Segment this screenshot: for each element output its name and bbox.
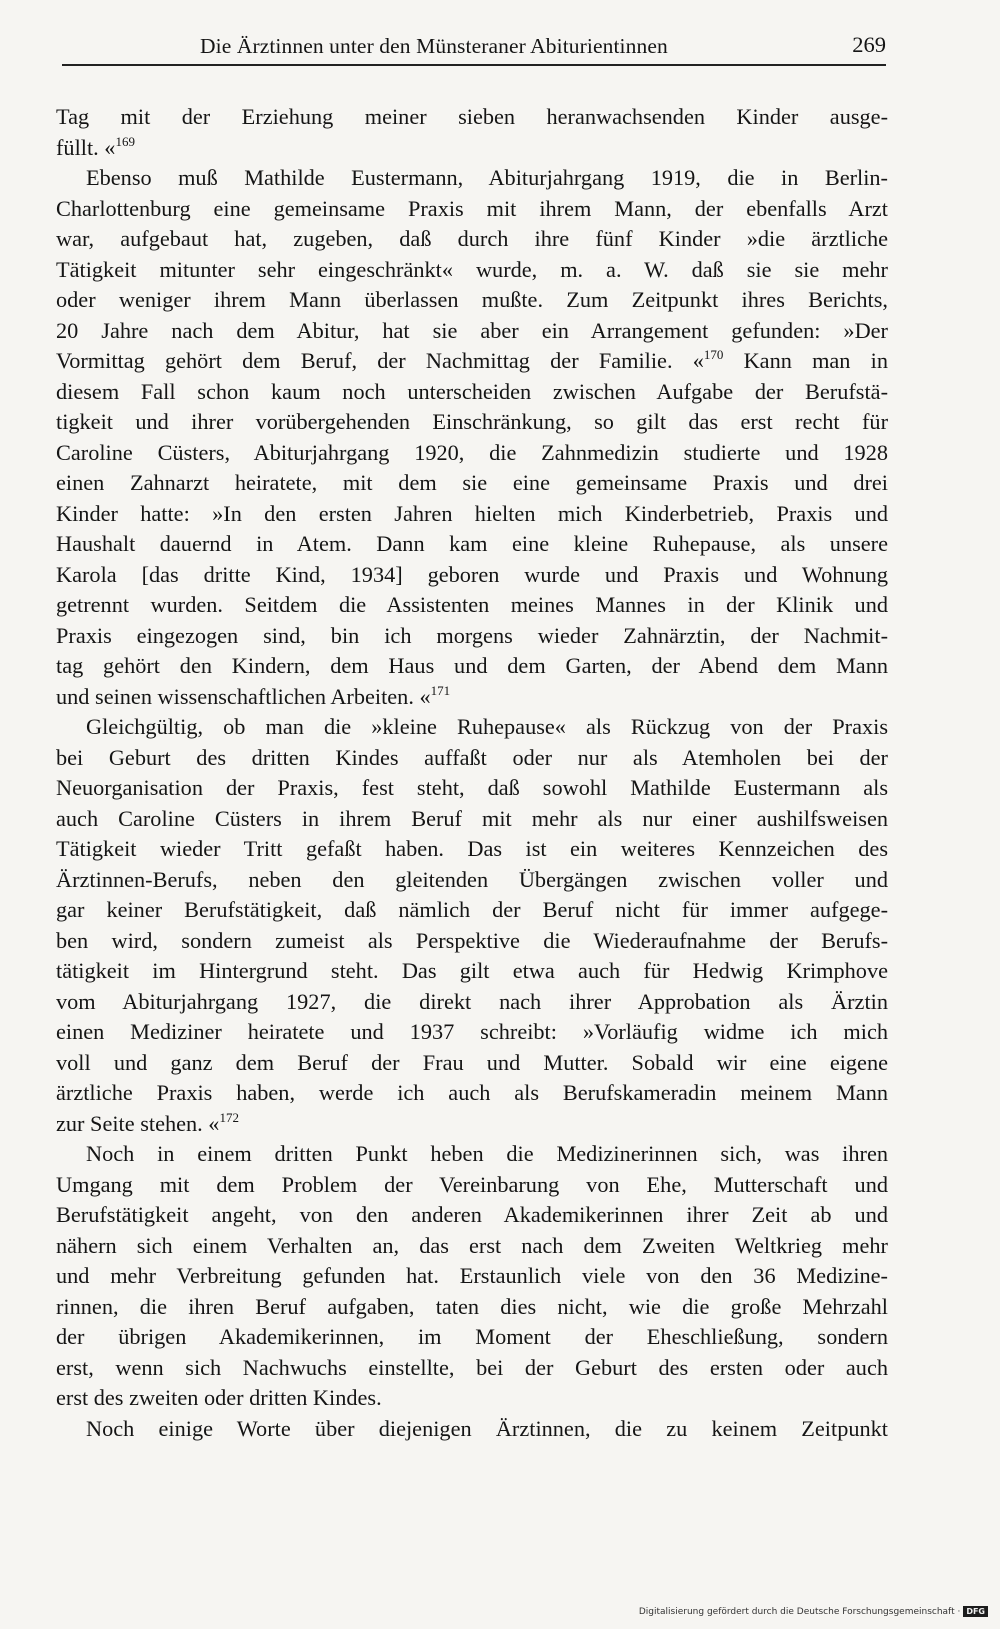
line-text: Kann man in [723, 348, 889, 373]
line-text: Charlottenburg eine gemeinsame Praxis mit ihrem Mann, der ebenfalls Arzt [56, 195, 888, 221]
line-text: vom Abiturjahrgang 1927, die direkt nach ihrer Approbation als Ärztin [56, 988, 888, 1014]
line-text: tigkeit und ihrer vorübergehenden Einschränkung, so gilt das erst recht für [56, 409, 888, 434]
text-line [56, 102, 888, 133]
text-line [56, 1414, 888, 1445]
text-line [56, 468, 888, 499]
line-text: tätigkeit im Hintergrund steht. Das gilt etwa auch für Hedwig Krimphove [56, 958, 888, 983]
line-text: zur Seite stehen. « [56, 1110, 220, 1136]
line-text: der übrigen Akademikerinnen, im Moment der Eheschließung, sondern [56, 1324, 888, 1349]
text-line [56, 224, 888, 255]
text-line [56, 194, 888, 225]
text-line [56, 1322, 888, 1353]
text-line [56, 743, 888, 774]
line-text: erst, wenn sich Nachwuchs einstellte, bei der Geburt des ersten oder auch [56, 1354, 888, 1380]
line-text: oder weniger ihrem Mann überlassen mußte. Zum Zeitpunkt ihres Berichts, [56, 287, 888, 312]
line-text: Tätigkeit wieder Tritt gefaßt haben. Das ist ein weiteres Kennzeichen des [56, 836, 888, 861]
line-text: Praxis eingezogen sind, bin ich morgens wieder Zahnärztin, der Nachmit- [56, 622, 888, 648]
text-line [56, 865, 888, 896]
text-line [56, 1109, 888, 1140]
line-text: war, aufgebaut hat, zugeben, daß durch ihre fünf Kinder »die ärztliche [56, 226, 888, 251]
line-text: Vormittag gehört dem Beruf, der Nachmittag der Familie. « [56, 348, 704, 373]
text-line [56, 621, 888, 652]
line-text: Karola [das dritte Kind, 1934] geboren wurde und Praxis und Wohnung [56, 561, 888, 587]
line-text: rinnen, die ihren Beruf aufgaben, taten dies nicht, wie die große Mehrzahl [56, 1293, 888, 1319]
credit-text: Digitalisierung gefördert durch die Deutsche Forschungsgemeinschaft · [638, 1607, 961, 1617]
text-line [56, 316, 888, 347]
text-line [56, 529, 888, 560]
text-line [56, 1139, 888, 1170]
text-line [56, 1261, 888, 1292]
text-line [56, 895, 888, 926]
line-text: Neuorganisation der Praxis, fest steht, daß sowohl Mathilde Eustermann als [56, 775, 888, 800]
text-line [56, 956, 888, 987]
dfg-logo: DFG [963, 1606, 988, 1617]
text-line [56, 255, 888, 286]
page-header [62, 30, 886, 66]
footnote-marker: 171 [430, 682, 451, 698]
line-text: nähern sich einem Verhalten an, das erst nach dem Zweiten Weltkrieg mehr [56, 1232, 888, 1258]
footnote-marker: 169 [115, 133, 135, 149]
text-line [56, 926, 888, 957]
line-text: Noch einige Worte über diejenigen Ärztinnen, die zu keinem Zeitpunkt [86, 1415, 888, 1441]
line-text: Gleichgültig, ob man die »kleine Ruhepause« als Rückzug von der Praxis [86, 714, 888, 739]
line-text: voll und ganz dem Beruf der Frau und Mutter. Sobald wir eine eigene [56, 1049, 888, 1075]
footnote-marker: 172 [219, 1109, 239, 1125]
line-text: 20 Jahre nach dem Abitur, hat sie aber ein Arrangement gefunden: »Der [56, 317, 888, 343]
line-text: Caroline Cüsters, Abiturjahrgang 1920, die Zahnmedizin studierte und 1928 [56, 439, 888, 465]
text-line [56, 1017, 888, 1048]
text-line [56, 133, 888, 164]
line-text: auch Caroline Cüsters in ihrem Beruf mit mehr als nur einer aushilfsweisen [56, 805, 888, 831]
line-text: Berufstätigkeit angeht, von den anderen Akademikerinnen ihrer Zeit ab und [56, 1202, 888, 1227]
text-line [56, 499, 888, 530]
line-text: Haushalt dauernd in Atem. Dann kam eine kleine Ruhepause, als unsere [56, 531, 888, 556]
text-line [56, 804, 888, 835]
text-line [56, 407, 888, 438]
text-line [56, 1353, 888, 1384]
text-line [56, 834, 888, 865]
line-text: Tätigkeit mitunter sehr eingeschränkt« wurde, m. a. W. daß sie sie mehr [56, 256, 888, 282]
text-line [56, 712, 888, 743]
line-text: Umgang mit dem Problem der Vereinbarung von Ehe, Mutterschaft und [56, 1171, 888, 1197]
text-line [56, 346, 888, 377]
line-text: und seinen wissenschaftlichen Arbeiten. « [56, 683, 431, 709]
line-text: Ärztinnen-Berufs, neben den gleitenden Übergängen zwischen voller und [56, 866, 888, 892]
body-text [56, 102, 888, 1444]
text-line [56, 438, 888, 469]
line-text: einen Zahnarzt heiratete, mit dem sie eine gemeinsame Praxis und drei [56, 470, 888, 495]
text-line [56, 1078, 888, 1109]
running-title: Die Ärztinnen unter den Münsteraner Abiturientinnen [200, 34, 668, 58]
text-line [56, 1292, 888, 1323]
line-text: gar keiner Berufstätigkeit, daß nämlich der Beruf nicht für immer aufgege- [56, 897, 888, 922]
text-line [56, 987, 888, 1018]
line-text: ben wird, sondern zumeist als Perspektive die Wiederaufnahme der Berufs- [56, 927, 888, 953]
line-text: einen Mediziner heiratete und 1937 schreibt: »Vorläufig widme ich mich [56, 1019, 888, 1044]
line-text: Noch in einem dritten Punkt heben die Medizinerinnen sich, was ihren [86, 1141, 888, 1166]
page-number: 269 [852, 32, 886, 57]
line-text: Kinder hatte: »In den ersten Jahren hielten mich Kinderbetrieb, Praxis und [56, 500, 888, 526]
text-line [56, 1200, 888, 1231]
text-line [56, 560, 888, 591]
text-line [56, 285, 888, 316]
text-line [56, 1383, 888, 1414]
line-text: Ebenso muß Mathilde Eustermann, Abiturjahrgang 1919, die in Berlin- [86, 165, 888, 190]
text-line [56, 590, 888, 621]
text-line [56, 1170, 888, 1201]
line-text: bei Geburt des dritten Kindes auffaßt oder nur als Atemholen bei der [56, 744, 888, 770]
line-text: und mehr Verbreitung gefunden hat. Erstaunlich viele von den 36 Medizine- [56, 1263, 888, 1288]
digitization-credit [639, 1606, 988, 1617]
line-text: diesem Fall schon kaum noch unterscheiden zwischen Aufgabe der Berufstä- [56, 378, 888, 404]
line-text: tag gehört den Kindern, dem Haus und dem Garten, der Abend dem Mann [56, 653, 888, 678]
text-line [56, 163, 888, 194]
line-text: getrennt wurden. Seitdem die Assistenten meines Mannes in der Klinik und [56, 592, 888, 617]
text-line [56, 651, 888, 682]
text-line [56, 1048, 888, 1079]
text-line [56, 377, 888, 408]
text-line [56, 773, 888, 804]
footnote-marker: 170 [703, 347, 724, 362]
line-text: füllt. « [56, 134, 116, 160]
line-text: erst des zweiten oder dritten Kindes. [56, 1385, 382, 1410]
line-text: ärztliche Praxis haben, werde ich auch als Berufskameradin meinem Mann [56, 1080, 888, 1105]
line-text: Tag mit der Erziehung meiner sieben heranwachsenden Kinder ausge- [56, 104, 888, 129]
text-line [56, 682, 888, 713]
text-line [56, 1231, 888, 1262]
